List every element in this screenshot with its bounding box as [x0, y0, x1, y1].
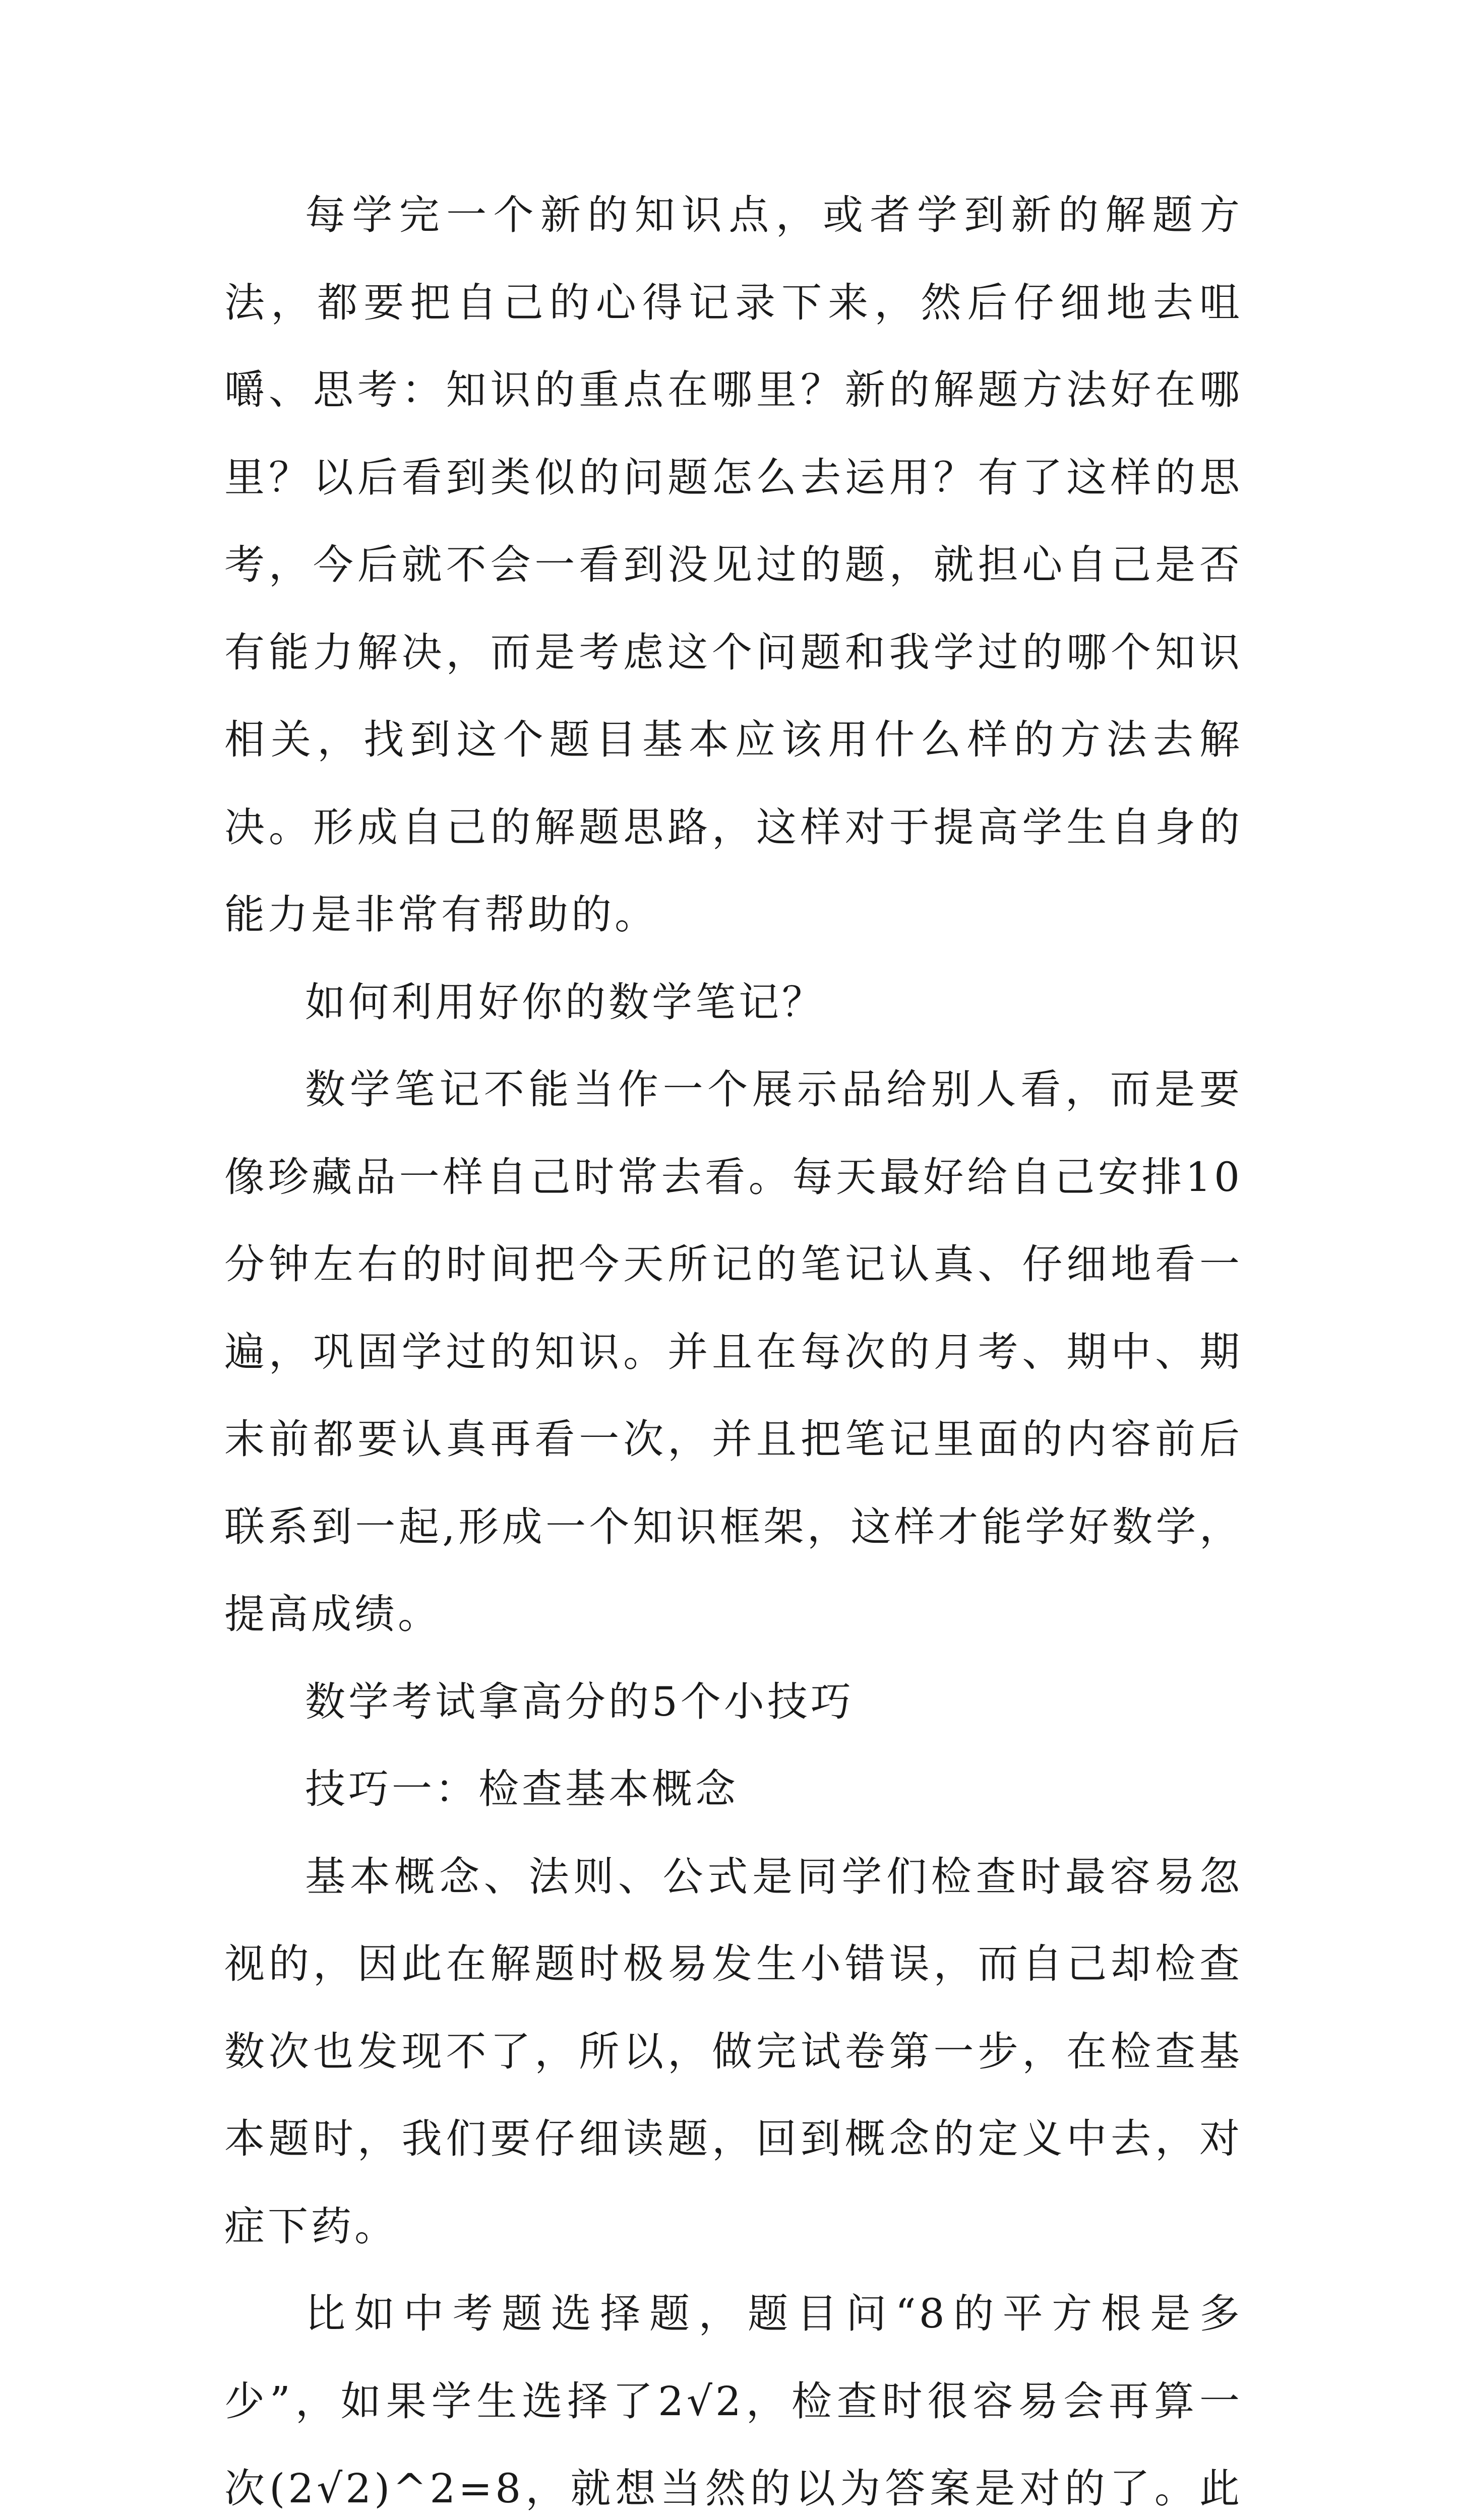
heading-use-math-notes: 如何利用好你的数学笔记？ [305, 978, 825, 1026]
paragraph-review-notes: 数学笔记不能当作一个展示品给别人看，而是要像珍藏品一样自己时常去看。每天最好给自己安排10分钟左右的时间把今天所记的笔记认真、仔细地看一遍，巩固学过的知识。并且在每次的月考、期中、期末前都要认真再看一次，并且把笔记里面的内容前后联系到一起,形成一个知识框架，这样才能学好数学，提高成绩。 [224, 1066, 1243, 1637]
heading-tip-one: 技巧一：检查基本概念 [305, 1766, 739, 1812]
paragraph-check-concepts: 基本概念、法则、公式是同学们检查时最容易忽视的，因此在解题时极易发生小错误，而自己却检查数次也发现不了，所以，做完试卷第一步，在检查基本题时，我们要仔细读题，回到概念的定义中去，对症下药。 [224, 1853, 1243, 2250]
document-body [224, 171, 1243, 2520]
paragraph-example-square-root: 比如中考题选择题，题目问“8的平方根是多少”，如果学生选择了2√2，检查时很容易会再算一次(2√2)^2=8，就想当然的以为答案是对的了。此 [224, 2290, 1243, 2512]
paragraph-note-taking-reflection: 每学完一个新的知识点，或者学到新的解题方法，都要把自己的心得记录下来，然后仔细地去咀嚼、思考：知识的重点在哪里？新的解题方法好在哪里？以后看到类似的问题怎么去运用？有了这样的思考，今后就不会一看到没见过的题，就担心自己是否有能力解决，而是考虑这个问题和我学过的哪个知识相关，找到这个题目基本应该用什么样的方法去解决。形成自己的解题思路，这样对于提高学生自身的能力是非常有帮助的。 [224, 192, 1243, 938]
heading-exam-tips: 数学考试拿高分的5个小技巧 [305, 1678, 854, 1725]
